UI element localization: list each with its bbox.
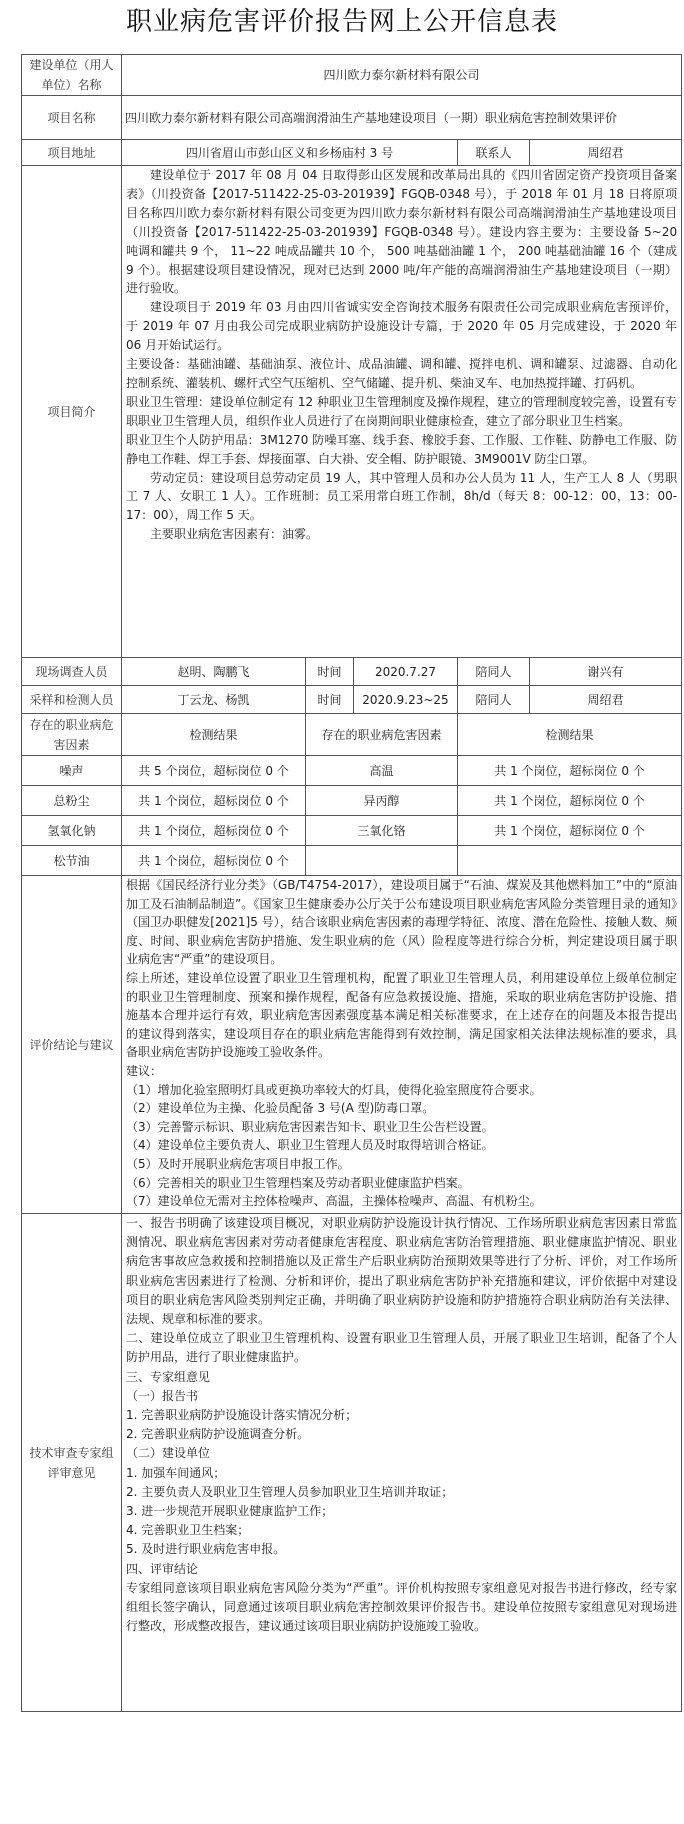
unit-value: 四川欧力泰尔新材料有限公司 — [122, 55, 682, 96]
evaluation-paragraph: （3）完善警示标识、职业病危害因素告知卡、职业卫生公告栏设置。 — [126, 1119, 494, 1134]
hazard-result: 共 1 个岗位，超标岗位 0 个 — [458, 786, 682, 816]
evaluation-label: 评价结论与建议 — [22, 876, 122, 1214]
intro-paragraph: 建设单位于 2017 年 08 月 04 日取得彭山区发展和改革局出具的《四川省固定资产投资项目备案表》（川投资备【2017-511422-25-03-201939】FGQB-0348 号），于 2018 年 01 月 18 日将原项目名称四川欧力泰尔新材料有限公司变更为四川欧力泰尔新材料有限公司高端润滑油生产基地建设项目（川投资备【2017-511422-25-03-201939】FGQB-0348 号）。建设内容主要为：主要设备 5~20 吨调和罐共 9 个， 11~22 吨成品罐共 10 个， 500 吨基础油罐 1 个， 200 吨基础油罐 16 个（建成 9 个）。根据建设项目建设情况，现对已达到 2000 吨/年产能的高端润滑油生产基地建设项目（一期）进行验收。 — [126, 168, 678, 296]
row-sampling — [22, 686, 682, 714]
evaluation-paragraph: （7）建设单位无需对主控体检噪声、高温，主操体检噪声、高温、有机粉尘。 — [126, 1194, 542, 1209]
review-paragraph: 1. 加强车间通风； — [126, 1465, 226, 1480]
intro-paragraph: 主要职业病危害因素有：油雾。 — [150, 527, 319, 542]
intro-paragraph: 劳动定员：建设项目总劳动定员 19 人，其中管理人员和办公人员为 11 人，生产工人 8 人（男职工 7 人、女职工 1 人）。工作班制：员工采用常白班工作制，8h/d（每天 8：00-12：00，13：00-17：00），周工作 5 天。 — [126, 470, 678, 523]
evaluation-paragraph: （6）完善相关的职业卫生管理档案及劳动者职业健康监护档案。 — [126, 1175, 470, 1190]
survey-escort-label: 陪同人 — [458, 658, 530, 686]
review-paragraph: 4. 完善职业卫生档案； — [126, 1523, 250, 1538]
hazard-result: 共 1 个岗位，超标岗位 0 个 — [458, 816, 682, 846]
hazard-factor: 噪声 — [22, 756, 122, 786]
hazard-factor: 总粉尘 — [22, 786, 122, 816]
hazard-factor-header: 存在的职业病危害因素 — [306, 714, 458, 756]
hazard-factor-empty — [306, 846, 458, 876]
evaluation-paragraph: 综上所述，建设单位设置了职业卫生管理机构，配置了职业卫生管理人员，利用建设单位上级单位制定的职业卫生管理制度、预案和操作规程，配备有应急救援设施、措施，采取的职业病危害防护设施、措施基本合理并运行有效，职业病危害因素强度基本满足相关标准要求，在上述存在的问题及本报告提出的建议得到落实，建设项目存在的职业病危害能得到有效控制，满足国家相关法律法规标准的要求，具备职业病危害防护设施竣工验收条件。 — [126, 970, 678, 1060]
contact-label: 联系人 — [458, 140, 530, 166]
review-paragraph: 2. 完善职业病防护设施调查分析。 — [126, 1427, 310, 1442]
sampling-label: 采样和检测人员 — [22, 686, 122, 714]
sampling-time-label: 时间 — [306, 686, 354, 714]
review-paragraph: （一）报告书 — [126, 1388, 199, 1403]
hazard-result: 共 1 个岗位，超标岗位 0 个 — [458, 756, 682, 786]
survey-time: 2020.7.27 — [354, 658, 458, 686]
review-paragraph: 二、建设单位成立了职业卫生管理机构、设置有职业卫生管理人员，开展了职业卫生培训，配备了个人防护用品，进行了职业健康监护。 — [126, 1331, 678, 1365]
info-table — [21, 54, 682, 1712]
review-paragraph: 专家组同意该项目职业病危害风险分类为“严重”。评价机构按照专家组意见对报告书进行修改，经专家组组长签字确认，同意通过该项目职业病危害控制效果评价报告书。建设单位按照专家组意见对现场进行整改，形成整改报告，建议通过该项目职业病防护设施竣工验收。 — [126, 1580, 678, 1634]
hazard-factor: 三氧化铬 — [306, 816, 458, 846]
row-unit — [22, 55, 682, 96]
contact-value: 周绍君 — [530, 140, 682, 166]
sampling-escort: 周绍君 — [530, 686, 682, 714]
review-paragraph: 1. 完善职业病防护设施设计落实情况分析； — [126, 1408, 358, 1423]
hazard-result: 共 1 个岗位，超标岗位 0 个 — [122, 816, 306, 846]
evaluation-paragraph: 根据《国民经济行业分类》（GB/T4754-2017），建设项目属于“石油、煤炭及其他燃料加工”中的“原油加工及石油制品制造”。《国家卫生健康委办公厅关于公布建设项目职业病危害风险分类管理目录的通知》（国卫办职健发[2021]5 号），结合该职业病危害因素的毒理学特征、浓度、潜在危险性、接触人数、频度、时间、职业病危害防护措施、发生职业病的危（风）险程度等进行综合分析，判定建设项目属于职业病危害“严重”的建设项目。 — [126, 878, 678, 967]
page-title: 职业病危害评价报告网上公开信息表 — [125, 7, 558, 37]
hazard-result: 共 1 个岗位，超标岗位 0 个 — [122, 786, 306, 816]
hazard-row — [22, 756, 682, 786]
row-review — [22, 1214, 682, 1712]
row-survey — [22, 658, 682, 686]
sampling-names: 丁云龙、杨凯 — [122, 686, 306, 714]
hazard-factor: 松节油 — [22, 846, 122, 876]
evaluation-paragraph: （1）增加化验室照明灯具或更换功率较大的灯具，使得化验室照度符合要求。 — [126, 1082, 542, 1097]
row-project-name — [22, 96, 682, 140]
survey-time-label: 时间 — [306, 658, 354, 686]
intro-paragraph: 职业卫生个人防护用品：3M1270 防噪耳塞、线手套、橡胶手套、工作服、工作鞋、防静电工作服、防静电工作鞋、焊工手套、焊接面罩、白大褂、安全帽、防护眼镜、3M9001V 防尘口罩。 — [126, 432, 678, 466]
row-evaluation — [22, 876, 682, 1214]
hazard-row — [22, 816, 682, 846]
evaluation-paragraph: （5）及时开展职业病危害项目申报工作。 — [126, 1156, 350, 1171]
review-paragraph: 一、报告书明确了该建设项目概况，对职业病防护设施设计执行情况、工作场所职业病危害因素日常监测情况、职业病危害因素对劳动者健康危害程度、职业病危害防治管理措施、职业健康监护情况、职业病危害事故应急救援和控制措施以及正常生产后职业病防治预期效果等进行了分析、评价，对工作场所职业病危害因素进行了检测、分析和评价，提出了职业病危害防护补充措施和建议，评价依据中对建设项目的职业病危害风险类别判定正确，并明确了职业病防护设施和防护措施符合职业病防治有关法律、法规、规章和标准的要求。 — [126, 1216, 678, 1327]
hazard-row — [22, 846, 682, 876]
review-paragraph: 5. 及时进行职业病危害申报。 — [126, 1542, 286, 1557]
survey-names: 赵明、陶鹏飞 — [122, 658, 306, 686]
row-address — [22, 140, 682, 166]
review-paragraph: （二）建设单位 — [126, 1446, 211, 1461]
unit-label: 建设单位（用人单位）名称 — [22, 55, 122, 96]
review-paragraph: 3. 进一步规范开展职业健康监护工作； — [126, 1504, 334, 1519]
hazard-factor: 高温 — [306, 756, 458, 786]
intro-paragraph: 职业卫生管理：建设单位制定有 12 种职业卫生管理制度及操作规程，建立的管理制度较完善，设置有专职职业卫生管理人员，组织作业人员进行了在岗期间职业健康检查，建立了部分职业卫生档案。 — [126, 394, 678, 428]
review-paragraph: 2. 主要负责人及职业卫生管理人员参加职业卫生培训并取证； — [126, 1484, 454, 1499]
evaluation-paragraph: （2）建设单位为主操、化验员配备 3 号(A 型)防毒口罩。 — [126, 1101, 435, 1116]
review-text — [122, 1214, 682, 1712]
address-label: 项目地址 — [22, 140, 122, 166]
survey-escort: 谢兴有 — [530, 658, 682, 686]
review-label: 技术审查专家组评审意见 — [22, 1214, 122, 1712]
intro-label: 项目简介 — [22, 166, 122, 658]
hazard-result: 共 1 个岗位，超标岗位 0 个 — [122, 846, 306, 876]
evaluation-paragraph: （4）建设单位主要负责人、职业卫生管理人员及时取得培训合格证。 — [126, 1138, 494, 1153]
review-paragraph: 四、评审结论 — [126, 1561, 199, 1576]
row-hazard-header — [22, 714, 682, 756]
hazard-result-empty — [458, 846, 682, 876]
project-name-value: 四川欧力泰尔新材料有限公司高端润滑油生产基地建设项目（一期）职业病危害控制效果评价 — [122, 96, 682, 140]
evaluation-text — [122, 876, 682, 1214]
sampling-escort-label: 陪同人 — [458, 686, 530, 714]
intro-paragraph: 主要设备：基础油罐、基础油泵、液位计、成品油罐、调和罐、搅拌电机、调和罐泵、过滤器、自动化控制系统、灌装机、螺杆式空气压缩机、空气储罐、提升机、柴油叉车、电加热搅拌罐、打码机。 — [126, 357, 678, 390]
row-intro — [22, 166, 682, 658]
sampling-time: 2020.9.23~25 — [354, 686, 458, 714]
hazard-result: 共 5 个岗位，超标岗位 0 个 — [122, 756, 306, 786]
address-value: 四川省眉山市彭山区义和乡杨庙村 3 号 — [122, 140, 458, 166]
evaluation-paragraph: 建议： — [126, 1063, 163, 1078]
project-name-label: 项目名称 — [22, 96, 122, 140]
hazard-factor: 氢氧化钠 — [22, 816, 122, 846]
hazard-result-header: 检测结果 — [122, 714, 306, 756]
survey-label: 现场调查人员 — [22, 658, 122, 686]
hazard-row — [22, 786, 682, 816]
hazard-result-header: 检测结果 — [458, 714, 682, 756]
hazard-factor: 异丙醇 — [306, 786, 458, 816]
intro-paragraph: 建设项目于 2019 年 03 月由四川省诚实安全咨询技术服务有限责任公司完成职业病危害预评价，于 2019 年 07 月由我公司完成职业病防护设施设计专篇，于 2020 年 05 月完成建设，于 2020 年 06 月开始试运行。 — [126, 300, 678, 353]
review-paragraph: 三、专家组意见 — [126, 1369, 211, 1384]
intro-text — [122, 166, 682, 658]
hazard-factor-header: 存在的职业病危害因素 — [22, 714, 122, 756]
